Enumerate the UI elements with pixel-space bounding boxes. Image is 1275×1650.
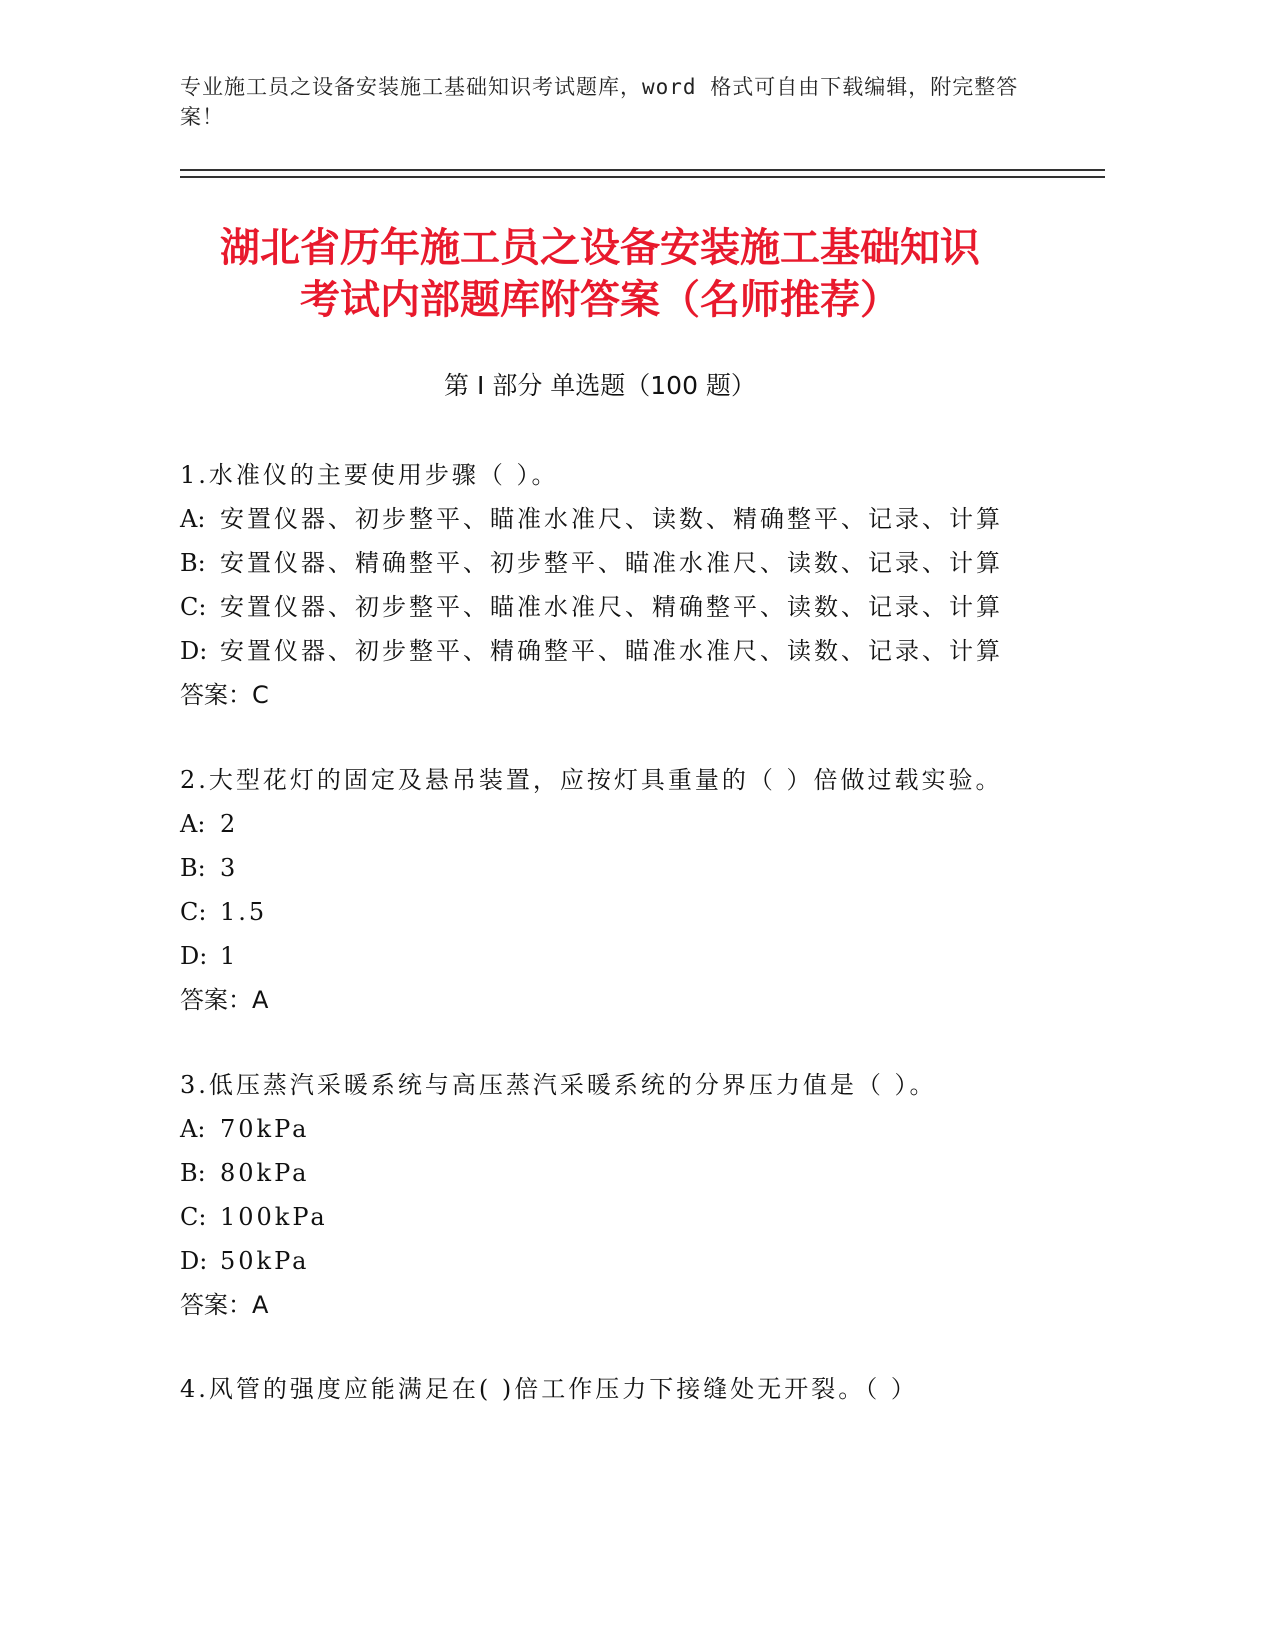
option-c: [180, 585, 1080, 629]
header-divider-top: [180, 169, 1105, 171]
option-label: D:: [180, 637, 208, 665]
option-text: 2: [220, 810, 239, 838]
option-a: [180, 497, 1080, 541]
question-stem: 1.水准仪的主要使用步骤（ ）。: [180, 461, 559, 489]
option-label: B:: [180, 1159, 206, 1187]
question-stem: 4.风管的强度应能满足在( )倍工作压力下接缝处无开裂。（ ）: [180, 1375, 918, 1403]
option-b: [180, 1151, 1080, 1195]
option-text: 50kPa: [220, 1247, 310, 1275]
question-2: [180, 758, 1080, 1022]
option-text: 1: [220, 942, 239, 970]
option-d: [180, 1239, 1080, 1283]
question-4: [180, 1367, 1080, 1411]
option-text: 1.5: [220, 898, 268, 926]
answer: 答案：A: [180, 986, 269, 1014]
option-label: D:: [180, 1247, 208, 1275]
option-text: 70kPa: [220, 1115, 310, 1143]
question-1: [180, 453, 1080, 717]
option-text: 安置仪器、初步整平、精确整平、瞄准水准尺、读数、记录、计算: [220, 637, 1003, 665]
option-d: [180, 629, 1080, 673]
option-c: [180, 1195, 1080, 1239]
option-a: [180, 802, 1080, 846]
option-label: C:: [180, 593, 207, 621]
option-text: 3: [220, 854, 239, 882]
option-label: B:: [180, 854, 206, 882]
option-text: 100kPa: [220, 1203, 328, 1231]
option-text: 80kPa: [220, 1159, 310, 1187]
option-b: [180, 541, 1080, 585]
answer: 答案：A: [180, 1291, 269, 1319]
section-title: 第 I 部分 单选题（100 题）: [444, 371, 756, 400]
option-label: A:: [180, 810, 206, 838]
option-a: [180, 1107, 1080, 1151]
header-note: 专业施工员之设备安装施工基础知识考试题库，word 格式可自由下载编辑，附完整答案！: [180, 75, 1019, 129]
option-c: [180, 890, 1080, 934]
option-text: 安置仪器、初步整平、瞄准水准尺、精确整平、读数、记录、计算: [220, 593, 1003, 621]
question-stem: 2.大型花灯的固定及悬吊装置，应按灯具重量的（ ）倍做过载实验。: [180, 766, 1003, 794]
option-d: [180, 934, 1080, 978]
option-b: [180, 846, 1080, 890]
option-label: A:: [180, 505, 206, 533]
option-label: D:: [180, 942, 208, 970]
option-label: A:: [180, 1115, 206, 1143]
answer: 答案：C: [180, 681, 269, 709]
option-label: C:: [180, 1203, 207, 1231]
header-divider-bottom: [180, 176, 1105, 178]
option-text: 安置仪器、初步整平、瞄准水准尺、读数、精确整平、记录、计算: [220, 505, 1003, 533]
option-label: C:: [180, 898, 207, 926]
question-stem: 3.低压蒸汽采暖系统与高压蒸汽采暖系统的分界压力值是（ ）。: [180, 1071, 937, 1099]
document-title-line-2: 考试内部题库附答案（名师推荐）: [300, 277, 900, 323]
question-3: [180, 1063, 1080, 1327]
option-label: B:: [180, 549, 206, 577]
option-text: 安置仪器、精确整平、初步整平、瞄准水准尺、读数、记录、计算: [220, 549, 1003, 577]
document-title: [150, 222, 1050, 326]
document-title-line-1: 湖北省历年施工员之设备安装施工基础知识: [220, 225, 980, 271]
